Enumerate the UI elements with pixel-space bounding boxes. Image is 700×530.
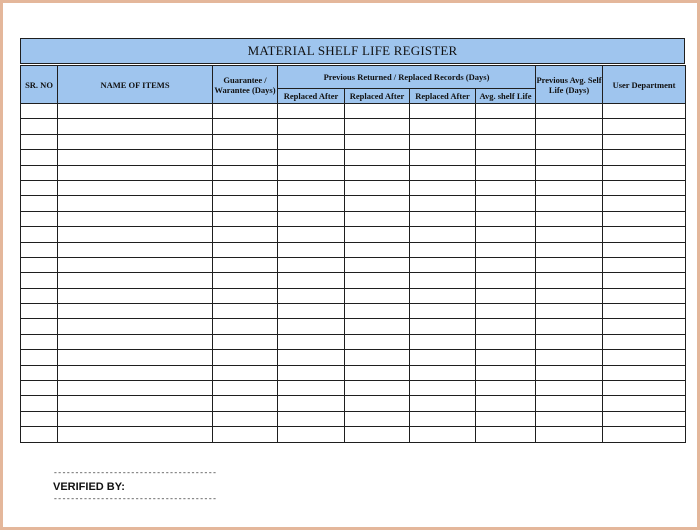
table-cell[interactable] — [410, 288, 476, 303]
table-row — [21, 196, 686, 211]
table-cell[interactable] — [603, 411, 686, 426]
table-cell[interactable] — [345, 227, 410, 242]
table-cell[interactable] — [213, 273, 278, 288]
table-cell[interactable] — [476, 304, 536, 319]
table-cell[interactable] — [603, 381, 686, 396]
table-cell[interactable] — [21, 350, 58, 365]
col-header-avg-shelf-life: Avg. shelf Life — [476, 89, 536, 104]
table-cell[interactable] — [21, 150, 58, 165]
table-cell[interactable] — [21, 427, 58, 442]
table-cell[interactable] — [345, 165, 410, 180]
table-cell[interactable] — [278, 134, 345, 149]
table-cell[interactable] — [345, 273, 410, 288]
table-cell[interactable] — [345, 350, 410, 365]
table-cell[interactable] — [536, 180, 603, 195]
col-header-previous-records: Previous Returned / Replaced Records (Days) — [278, 66, 536, 89]
table-cell[interactable] — [345, 104, 410, 119]
table-cell[interactable] — [536, 273, 603, 288]
table-cell[interactable] — [410, 304, 476, 319]
table-cell[interactable] — [213, 365, 278, 380]
table-cell[interactable] — [536, 411, 603, 426]
table-cell[interactable] — [213, 257, 278, 272]
table-cell[interactable] — [345, 134, 410, 149]
table-cell[interactable] — [213, 381, 278, 396]
table-cell[interactable] — [345, 150, 410, 165]
table-cell[interactable] — [476, 427, 536, 442]
table-cell[interactable] — [536, 119, 603, 134]
signature-line-top: -------------------------------------- — [53, 469, 217, 478]
table-cell[interactable] — [21, 396, 58, 411]
table-cell[interactable] — [213, 288, 278, 303]
table-cell[interactable] — [58, 227, 213, 242]
table-row — [21, 334, 686, 349]
table-cell[interactable] — [345, 334, 410, 349]
table-cell[interactable] — [345, 242, 410, 257]
signature-line-bottom: -------------------------------------- — [53, 495, 217, 504]
table-cell[interactable] — [603, 273, 686, 288]
table-cell[interactable] — [536, 165, 603, 180]
table-cell[interactable] — [21, 257, 58, 272]
table-cell[interactable] — [213, 319, 278, 334]
table-cell[interactable] — [345, 427, 410, 442]
table-cell[interactable] — [603, 134, 686, 149]
table-cell[interactable] — [410, 227, 476, 242]
table-cell[interactable] — [603, 196, 686, 211]
table-cell[interactable] — [603, 304, 686, 319]
table-cell[interactable] — [278, 319, 345, 334]
table-cell[interactable] — [345, 180, 410, 195]
table-cell[interactable] — [345, 211, 410, 226]
table-cell[interactable] — [536, 334, 603, 349]
register-table — [20, 65, 686, 443]
table-cell[interactable] — [21, 196, 58, 211]
table-cell[interactable] — [536, 396, 603, 411]
table-cell[interactable] — [21, 334, 58, 349]
table-cell[interactable] — [603, 257, 686, 272]
table-cell[interactable] — [476, 119, 536, 134]
table-cell[interactable] — [536, 427, 603, 442]
table-cell[interactable] — [278, 196, 345, 211]
table-row — [21, 319, 686, 334]
table-cell[interactable] — [410, 196, 476, 211]
table-cell[interactable] — [536, 365, 603, 380]
table-cell[interactable] — [476, 227, 536, 242]
table-row — [21, 119, 686, 134]
col-header-replaced-after: Replaced After — [410, 89, 476, 104]
table-cell[interactable] — [345, 196, 410, 211]
table-row — [21, 104, 686, 119]
table-cell[interactable] — [603, 365, 686, 380]
table-cell[interactable] — [536, 319, 603, 334]
table-cell[interactable] — [345, 365, 410, 380]
table-cell[interactable] — [58, 134, 213, 149]
table-cell[interactable] — [213, 334, 278, 349]
table-cell[interactable] — [21, 411, 58, 426]
verified-by-label: VERIFIED BY: — [53, 481, 125, 493]
table-cell[interactable] — [536, 150, 603, 165]
table-cell[interactable] — [410, 257, 476, 272]
table-cell[interactable] — [410, 104, 476, 119]
table-cell[interactable] — [476, 165, 536, 180]
table-row — [21, 242, 686, 257]
table-cell[interactable] — [58, 304, 213, 319]
table-cell[interactable] — [58, 150, 213, 165]
table-cell[interactable] — [410, 319, 476, 334]
table-cell[interactable] — [603, 211, 686, 226]
table-cell[interactable] — [278, 304, 345, 319]
table-cell[interactable] — [410, 165, 476, 180]
col-header-user-department: User Department — [603, 66, 686, 104]
table-cell[interactable] — [536, 134, 603, 149]
table-cell[interactable] — [476, 196, 536, 211]
table-cell[interactable] — [58, 242, 213, 257]
table-cell[interactable] — [58, 350, 213, 365]
table-cell[interactable] — [476, 396, 536, 411]
table-cell[interactable] — [410, 381, 476, 396]
table-cell[interactable] — [58, 211, 213, 226]
table-cell[interactable] — [410, 180, 476, 195]
table-cell[interactable] — [278, 288, 345, 303]
table-cell[interactable] — [410, 150, 476, 165]
table-cell[interactable] — [213, 196, 278, 211]
table-cell[interactable] — [536, 196, 603, 211]
table-row — [21, 350, 686, 365]
table-cell[interactable] — [603, 227, 686, 242]
table-cell[interactable] — [410, 134, 476, 149]
table-cell[interactable] — [603, 104, 686, 119]
table-cell[interactable] — [278, 273, 345, 288]
table-cell[interactable] — [410, 242, 476, 257]
table-cell[interactable] — [21, 365, 58, 380]
table-cell[interactable] — [58, 257, 213, 272]
table-cell[interactable] — [278, 242, 345, 257]
table-cell[interactable] — [476, 134, 536, 149]
table-cell[interactable] — [345, 319, 410, 334]
table-cell[interactable] — [603, 319, 686, 334]
table-cell[interactable] — [278, 381, 345, 396]
table-cell[interactable] — [278, 180, 345, 195]
table-cell[interactable] — [213, 242, 278, 257]
col-header-name-of-items: NAME OF ITEMS — [58, 66, 213, 104]
table-cell[interactable] — [58, 365, 213, 380]
col-header-replaced-after: Replaced After — [345, 89, 410, 104]
table-cell[interactable] — [476, 288, 536, 303]
table-cell[interactable] — [476, 242, 536, 257]
table-row — [21, 227, 686, 242]
table-cell[interactable] — [345, 411, 410, 426]
table-row — [21, 150, 686, 165]
table-cell[interactable] — [21, 319, 58, 334]
table-cell[interactable] — [278, 150, 345, 165]
table-cell[interactable] — [603, 334, 686, 349]
table-cell[interactable] — [410, 365, 476, 380]
table-cell[interactable] — [213, 350, 278, 365]
table-cell[interactable] — [536, 211, 603, 226]
table-cell[interactable] — [213, 396, 278, 411]
table-cell[interactable] — [278, 365, 345, 380]
table-cell[interactable] — [21, 288, 58, 303]
table-cell[interactable] — [58, 273, 213, 288]
table-cell[interactable] — [213, 227, 278, 242]
table-cell[interactable] — [58, 165, 213, 180]
table-cell[interactable] — [58, 119, 213, 134]
table-cell[interactable] — [278, 350, 345, 365]
table-row — [21, 134, 686, 149]
table-cell[interactable] — [278, 165, 345, 180]
table-row — [21, 288, 686, 303]
table-cell[interactable] — [21, 242, 58, 257]
table-cell[interactable] — [213, 134, 278, 149]
table-cell[interactable] — [536, 350, 603, 365]
table-cell[interactable] — [278, 104, 345, 119]
table-row — [21, 365, 686, 380]
table-cell[interactable] — [476, 211, 536, 226]
table-cell[interactable] — [213, 411, 278, 426]
table-cell[interactable] — [345, 257, 410, 272]
table-cell[interactable] — [21, 304, 58, 319]
table-cell[interactable] — [58, 288, 213, 303]
table-cell[interactable] — [476, 273, 536, 288]
table-cell[interactable] — [213, 150, 278, 165]
col-header-guarantee: Guarantee / Warantee (Days) — [213, 66, 278, 104]
table-cell[interactable] — [278, 211, 345, 226]
table-cell[interactable] — [410, 273, 476, 288]
table-cell[interactable] — [21, 104, 58, 119]
table-cell[interactable] — [21, 134, 58, 149]
table-row — [21, 427, 686, 442]
table-cell[interactable] — [536, 242, 603, 257]
table-cell[interactable] — [21, 119, 58, 134]
table-cell[interactable] — [410, 211, 476, 226]
table-row — [21, 396, 686, 411]
table-cell[interactable] — [536, 381, 603, 396]
table-cell[interactable] — [21, 227, 58, 242]
table-cell[interactable] — [476, 150, 536, 165]
table-cell[interactable] — [345, 304, 410, 319]
table-cell[interactable] — [536, 304, 603, 319]
table-cell[interactable] — [213, 427, 278, 442]
table-cell[interactable] — [278, 334, 345, 349]
table-cell[interactable] — [476, 365, 536, 380]
table-cell[interactable] — [536, 104, 603, 119]
table-cell[interactable] — [21, 273, 58, 288]
table-cell[interactable] — [536, 288, 603, 303]
table-row — [21, 411, 686, 426]
table-cell[interactable] — [410, 350, 476, 365]
table-cell[interactable] — [278, 396, 345, 411]
table-cell[interactable] — [410, 396, 476, 411]
table-cell[interactable] — [603, 427, 686, 442]
table-cell[interactable] — [213, 304, 278, 319]
table-cell[interactable] — [213, 119, 278, 134]
table-cell[interactable] — [58, 381, 213, 396]
table-cell[interactable] — [476, 334, 536, 349]
table-cell[interactable] — [476, 104, 536, 119]
table-cell[interactable] — [278, 227, 345, 242]
table-cell[interactable] — [603, 150, 686, 165]
table-cell[interactable] — [476, 319, 536, 334]
table-cell[interactable] — [213, 165, 278, 180]
table-cell[interactable] — [410, 411, 476, 426]
table-cell[interactable] — [58, 427, 213, 442]
table-row — [21, 381, 686, 396]
table-cell[interactable] — [278, 427, 345, 442]
table-cell[interactable] — [410, 334, 476, 349]
table-cell[interactable] — [536, 257, 603, 272]
table-cell[interactable] — [58, 196, 213, 211]
table-cell[interactable] — [58, 411, 213, 426]
table-cell[interactable] — [278, 257, 345, 272]
table-cell[interactable] — [213, 211, 278, 226]
table-cell[interactable] — [213, 104, 278, 119]
table-cell[interactable] — [476, 180, 536, 195]
col-header-replaced-after: Replaced After — [278, 89, 345, 104]
table-cell[interactable] — [476, 381, 536, 396]
col-header-sr-no: SR. NO — [21, 66, 58, 104]
table-row — [21, 257, 686, 272]
table-cell[interactable] — [410, 427, 476, 442]
table-cell[interactable] — [345, 119, 410, 134]
table-cell[interactable] — [21, 165, 58, 180]
table-row — [21, 180, 686, 195]
table-cell[interactable] — [603, 350, 686, 365]
col-header-previous-avg: Previous Avg. Self Life (Days) — [536, 66, 603, 104]
table-cell[interactable] — [21, 180, 58, 195]
table-row — [21, 165, 686, 180]
table-row — [21, 304, 686, 319]
table-row — [21, 211, 686, 226]
table-cell[interactable] — [345, 396, 410, 411]
table-cell[interactable] — [58, 104, 213, 119]
table-cell[interactable] — [603, 180, 686, 195]
table-cell[interactable] — [21, 381, 58, 396]
table-cell[interactable] — [603, 165, 686, 180]
table-cell[interactable] — [21, 211, 58, 226]
table-cell[interactable] — [476, 257, 536, 272]
table-cell[interactable] — [278, 119, 345, 134]
table-cell[interactable] — [278, 411, 345, 426]
register-body — [21, 104, 686, 443]
table-cell[interactable] — [536, 227, 603, 242]
table-cell[interactable] — [58, 334, 213, 349]
table-cell[interactable] — [58, 180, 213, 195]
table-cell[interactable] — [58, 396, 213, 411]
table-cell[interactable] — [603, 119, 686, 134]
table-cell[interactable] — [603, 288, 686, 303]
table-cell[interactable] — [476, 411, 536, 426]
table-cell[interactable] — [603, 242, 686, 257]
table-cell[interactable] — [410, 119, 476, 134]
table-cell[interactable] — [213, 180, 278, 195]
table-cell[interactable] — [476, 350, 536, 365]
table-row — [21, 273, 686, 288]
register-title: MATERIAL SHELF LIFE REGISTER — [20, 38, 685, 64]
table-cell[interactable] — [603, 396, 686, 411]
table-cell[interactable] — [58, 319, 213, 334]
table-cell[interactable] — [345, 381, 410, 396]
table-cell[interactable] — [345, 288, 410, 303]
